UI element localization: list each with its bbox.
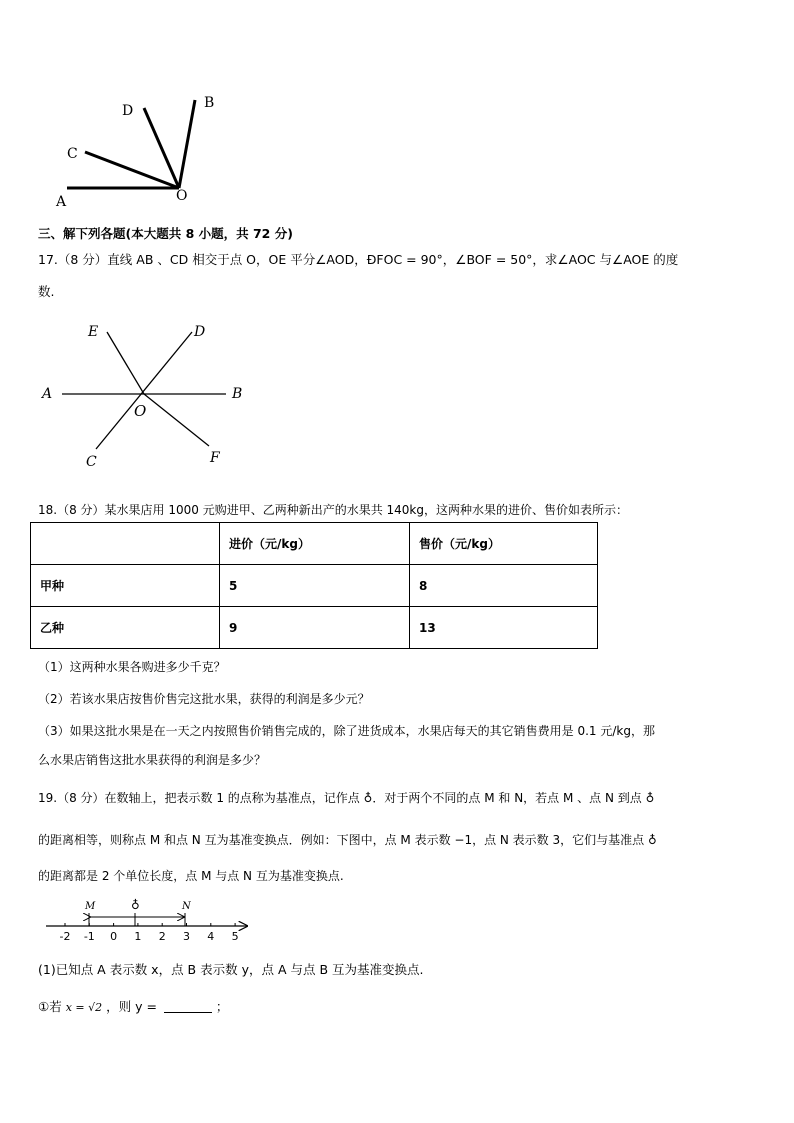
label-F: F xyxy=(210,450,220,466)
q18-sub1: （1）这两种水果各购进多少千克？ xyxy=(38,660,226,674)
q18-intro: 18.（8 分）某水果店用 1000 元购进甲、乙两种新出产的水果共 140kg，这两种水果的进价、售价如表所示： xyxy=(38,503,628,517)
price-table xyxy=(30,522,598,649)
table-cell: 9 xyxy=(220,607,410,649)
item1-suffix: ； xyxy=(215,999,229,1014)
label-B: B xyxy=(232,386,243,402)
q19-line2: 的距离相等，则称点 M 和点 N 互为基准变换点．例如：下图中，点 M 表示数 −1，点 N 表示数 3，它们与基准点 ♁ xyxy=(38,833,657,847)
ray-OF xyxy=(144,394,209,446)
numberline-label-base: ♁ xyxy=(131,898,140,912)
q18-sub3-line2: 么水果店销售这批水果获得的利润是多少？ xyxy=(38,753,267,767)
q18-sub3-line1: （3）如果这批水果是在一天之内按照售价销售完成的，除了进货成本，水果店每天的其它销售费用是 0.1 元/kg，那 xyxy=(38,724,655,738)
answer-blank[interactable] xyxy=(164,998,212,1013)
axis-tick-label: -1 xyxy=(83,930,95,943)
table-cell: 甲种 xyxy=(31,565,220,607)
item1-mid: ，则 y = xyxy=(106,999,157,1014)
intersecting-lines-figure xyxy=(40,315,260,475)
ray-OE xyxy=(107,332,144,394)
table-cell: 乙种 xyxy=(31,607,220,649)
label-E: E xyxy=(88,324,99,340)
label-D: D xyxy=(194,324,206,340)
label-B: B xyxy=(204,95,215,111)
axis-tick-label: 1 xyxy=(134,930,142,943)
axis-tick-label: 4 xyxy=(207,930,215,943)
label-O: O xyxy=(176,188,188,204)
table-cell: 8 xyxy=(410,565,598,607)
label-C: C xyxy=(67,146,78,162)
table-header-row xyxy=(31,523,598,565)
q19-part1-item1 xyxy=(38,997,228,1015)
label-A: A xyxy=(56,194,67,210)
q18-sub2: （2）若该水果店按售价售完这批水果，获得的利润是多少元？ xyxy=(38,692,370,706)
ray-OB xyxy=(179,100,195,188)
q17-line2: 数. xyxy=(38,284,55,299)
q19-line3: 的距离都是 2 个单位长度，点 M 与点 N 互为基准变换点. xyxy=(38,869,344,883)
number-line xyxy=(40,895,260,950)
table-header-cost: 进价（元/kg） xyxy=(220,523,410,565)
axis-tick-label: 3 xyxy=(183,930,190,943)
q17-line1: 17.（8 分）直线 AB 、CD 相交于点 O，OE 平分∠AOD，ÐFOC = 90°，∠BOF = 50°，求∠AOC 与∠AOE 的度 xyxy=(38,252,679,267)
section-heading: 三、解下列各题(本大题共 8 小题，共 72 分) xyxy=(38,226,293,241)
q19-line1: 19.（8 分）在数轴上，把表示数 1 的点称为基准点，记作点 ♁．对于两个不同的点 M 和 N，若点 M 、点 N 到点 ♁ xyxy=(38,791,655,805)
line-CD xyxy=(96,332,192,449)
table-row xyxy=(31,565,598,607)
label-O: O xyxy=(134,402,147,420)
numberline-label-M: M xyxy=(85,901,96,912)
axis-tick-label: -2 xyxy=(59,930,71,943)
item1-expression: x = √2 xyxy=(65,1001,103,1014)
axis-tick-label: 0 xyxy=(110,930,118,943)
q19-part1-text: (1)已知点 A 表示数 x，点 B 表示数 y，点 A 与点 B 互为基准变换点. xyxy=(38,962,424,977)
axis-tick-label: 5 xyxy=(231,930,239,943)
numberline-label-N: N xyxy=(182,901,191,912)
label-C: C xyxy=(86,454,97,470)
table-row xyxy=(31,607,598,649)
item1-prefix: ①若 xyxy=(38,999,62,1014)
axis-tick-label: 2 xyxy=(158,930,166,943)
table-cell: 13 xyxy=(410,607,598,649)
table-cell xyxy=(31,523,220,565)
label-D: D xyxy=(122,103,134,119)
table-header-price: 售价（元/kg） xyxy=(410,523,598,565)
table-cell: 5 xyxy=(220,565,410,607)
label-A: A xyxy=(42,386,53,402)
